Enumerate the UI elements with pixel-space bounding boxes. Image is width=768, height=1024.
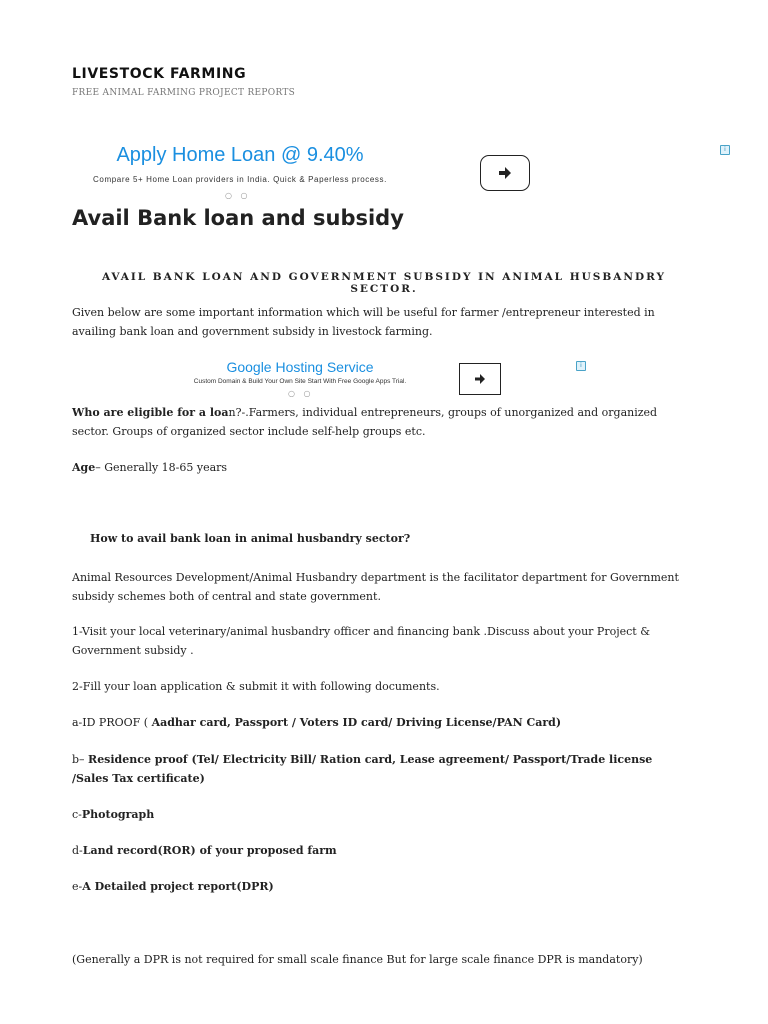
doc-a-prefix: a-ID PROOF ( xyxy=(72,716,152,729)
doc-c-prefix: c- xyxy=(72,808,82,821)
arrow-right-icon xyxy=(498,167,512,179)
doc-a-item xyxy=(72,714,692,733)
ad2-open-button[interactable] xyxy=(459,363,501,395)
intro-paragraph: Given below are some important information which will be useful for farmer /entrepreneur interested in availing bank loan and government subsidy in livestock farming. xyxy=(72,306,655,338)
doc-c-text: Photograph xyxy=(81,808,155,821)
step-1-paragraph: 1-Visit your local veterinary/animal husbandry officer and financing bank .Discuss about your Project & Government subsidy . xyxy=(72,625,650,657)
ad-headline-link[interactable]: Apply Home Loan @ 9.40% xyxy=(116,144,364,166)
doc-e-item xyxy=(72,878,692,897)
ad2-pagination-dots[interactable]: ○ ○ xyxy=(288,389,314,398)
doc-e-prefix: e- xyxy=(72,880,83,893)
dpr-note: (Generally a DPR is not required for small scale finance But for large scale finance DPR is mandatory) xyxy=(72,953,643,966)
age-paragraph xyxy=(72,459,692,478)
doc-d-prefix: d- xyxy=(72,844,83,857)
doc-d-text: Land record(ROR) of your proposed farm xyxy=(82,844,337,857)
ad2-info-icon[interactable]: i xyxy=(576,361,586,371)
facilitator-paragraph: Animal Resources Development/Animal Husbandry department is the facilitator department for Government subsidy schemes both of central and state government. xyxy=(72,571,679,603)
arrow-right-icon xyxy=(474,374,486,384)
doc-e-text: A Detailed project report(DPR) xyxy=(82,880,274,893)
post-subheading: AVAIL BANK LOAN AND GOVERNMENT SUBSIDY IN ANIMAL HUSBANDRY SECTOR. xyxy=(101,271,667,295)
ad-open-button[interactable] xyxy=(480,155,530,191)
howto-heading: How to avail bank loan in animal husbandry sector? xyxy=(90,532,411,545)
doc-c-item xyxy=(72,806,692,825)
ad2-headline-link[interactable]: Google Hosting Service xyxy=(226,359,374,375)
doc-b-text: Residence proof (Tel/ Electricity Bill/ Ration card, Lease agreement/ Passport/Trade license /Sales Tax certificate) xyxy=(72,753,653,785)
doc-b-item xyxy=(72,751,692,788)
post-title: Avail Bank loan and subsidy xyxy=(72,206,404,230)
age-label: Age xyxy=(72,461,96,474)
doc-b-prefix: b– xyxy=(72,753,89,766)
site-tagline: FREE ANIMAL FARMING PROJECT REPORTS xyxy=(72,88,296,98)
doc-d-item xyxy=(72,842,692,861)
eligibility-label: Who are eligible for a loa xyxy=(72,406,229,419)
eligibility-text: n?-.Farmers, individual entrepreneurs, groups of unorganized and organized sector. Groups of organized sector include self-help groups etc. xyxy=(72,406,658,438)
ad-pagination-dots[interactable]: ○ ○ xyxy=(225,191,251,200)
site-title[interactable]: LIVESTOCK FARMING xyxy=(72,66,247,82)
age-text: – Generally 18-65 years xyxy=(95,461,228,474)
ad2-subtext: Custom Domain & Build Your Own Site Start With Free Google Apps Trial. xyxy=(193,378,407,385)
ad-subtext: Compare 5+ Home Loan providers in India. Quick & Paperless process. xyxy=(93,175,387,184)
step-2-paragraph: 2-Fill your loan application & submit it with following documents. xyxy=(72,680,440,693)
eligibility-paragraph xyxy=(72,404,692,441)
ad-info-icon[interactable]: i xyxy=(720,145,730,155)
doc-a-text: Aadhar card, Passport / Voters ID card/ Driving License/PAN Card) xyxy=(151,716,562,729)
